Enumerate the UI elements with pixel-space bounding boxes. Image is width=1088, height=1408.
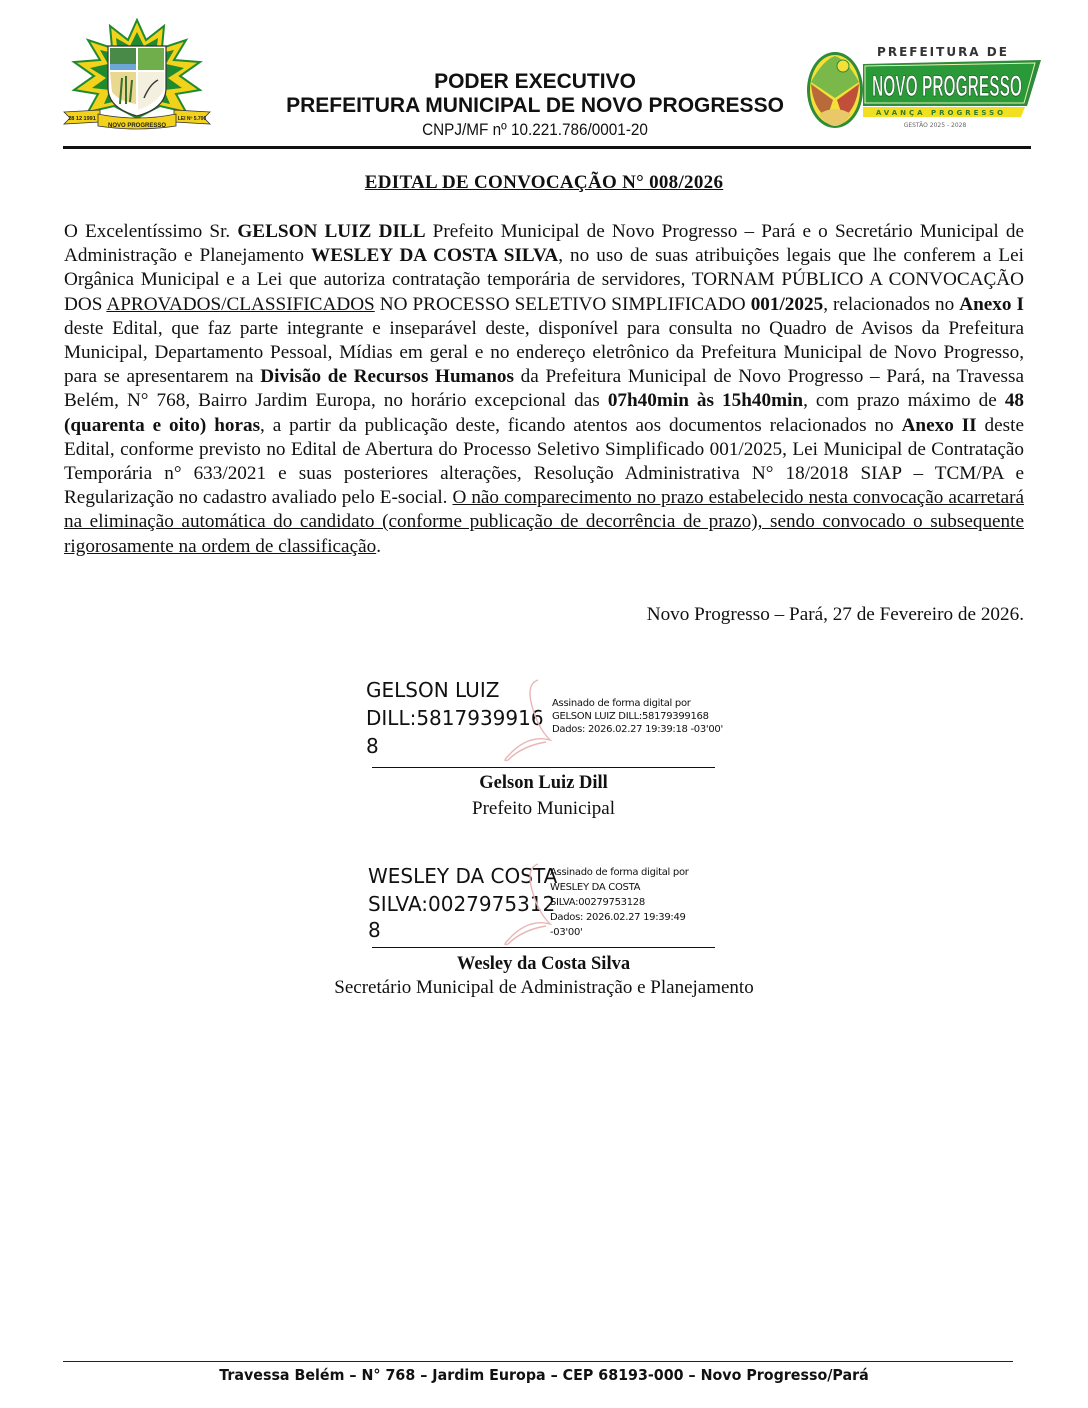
ribbon-law: LEI Nº 5.700 [177, 116, 207, 122]
emphasis-text: Divisão de Recursos Humanos [260, 366, 514, 388]
cert-name-line-1: GELSON LUIZ [366, 678, 500, 702]
logo-top-text: PREFEITURA DE [877, 45, 1009, 59]
paragraph-text: deste Edital, que faz parte integrante e inseparável deste, disponível para consulta no Quadro de Avisos da Prefeitura Municipal, Departamento Pessoal, Mídias em geral e no endereço eletrônico da Prefeitura Municipal de Novo Progresso, para se apresentarem na [64, 317, 1024, 388]
signed-by-cert-1: WESLEY DA COSTA [550, 882, 641, 893]
paragraph-text: , relacionados no [823, 293, 960, 315]
emphasis-text: Anexo I [959, 293, 1025, 315]
emphasis-text: WESLEY DA COSTA SILVA [311, 245, 559, 267]
header-divider [63, 146, 1031, 149]
paragraph-text: Prefeito Municipal de Novo Progresso – Pará e o Secretário Municipal de Administração e Planejamento [64, 221, 1025, 267]
paragraph-text: , a partir da publicação deste, ficando atentos aos documentos relacionados no [260, 414, 902, 436]
signer-name: Gelson Luiz Dill [479, 773, 608, 793]
cert-name-line-2: SILVA:0027975312 [368, 892, 556, 916]
underlined-text: APROVADOS/CLASSIFICADOS [106, 293, 375, 315]
administration-logo [805, 40, 1045, 135]
cert-name-line-1: WESLEY DA COSTA [368, 864, 558, 888]
logo-sub: GESTÃO 2025 - 2028 [903, 122, 967, 129]
cert-name-line-2: DILL:5817939916 [366, 706, 544, 730]
paragraph-text: O Excelentíssimo Sr. [64, 221, 238, 242]
signed-by-cert-2: SILVA:00279753128 [550, 897, 645, 908]
emphasis-text: Anexo II [901, 414, 977, 436]
signature-line [372, 947, 715, 948]
signed-by-label: Assinado de forma digital por [550, 867, 689, 878]
logo-tagline: AVANÇA PROGRESSO [875, 109, 1007, 117]
paragraph-text: NO PROCESSO SELETIVO SIMPLIFICADO [374, 293, 751, 315]
letterhead-cnpj: CNPJ/MF nº 10.221.786/0001-20 [422, 120, 648, 139]
footer-address: Travessa Belém – N° 768 – Jardim Europa – CEP 68193-000 – Novo Progresso/Pará [219, 1366, 869, 1384]
signature-line [372, 767, 715, 768]
place-and-date: Novo Progresso – Pará, 27 de Fevereiro de 2026. [646, 604, 1024, 625]
paragraph-text: . [376, 535, 381, 557]
letterhead-line-1: PODER EXECUTIVO [434, 70, 636, 93]
logo-main-text: NOVO PROGRESSO [872, 70, 1022, 103]
signed-timestamp: Dados: 2026.02.27 19:39:49 [550, 912, 686, 923]
ribbon-name: NOVO PROGRESSO [107, 123, 167, 129]
signer-role: Prefeito Municipal [472, 798, 615, 819]
emblem-icon [807, 52, 863, 128]
emphasis-text: 48 (quarenta e oito) horas [64, 390, 1024, 436]
convocation-paragraph [64, 220, 1024, 559]
cert-name-line-3: 8 [366, 734, 379, 758]
coat-of-arms-logo [60, 18, 215, 133]
paragraph-text: da Prefeitura Municipal de Novo Progresso – Pará, na Travessa Belém, N° 768, Bairro Jardim Europa, no horário excepcional das [64, 366, 1024, 412]
signed-timezone: -03'00' [550, 927, 583, 938]
signer-role: Secretário Municipal de Administração e Planejamento [334, 977, 754, 998]
underlined-text: O não comparecimento no prazo estabelecido nesta convocação acarretará na eliminação automática do candidato (conforme publicação de decorrência de prazo), sendo convocado o subsequente rigorosamente na ordem de classificação [64, 487, 1024, 557]
paragraph-text: deste Edital, conforme previsto no Edital de Abertura do Processo Seletivo Simplificado 001/2025, Lei Municipal de Contratação Temporária n° 633/2021 e suas posteriores alterações, Resolução Administrativa N° 18/2018 SIAP – TCM/PA e Regularização no cadastro avaliado pelo E-social. [64, 414, 1024, 509]
pdf-signature-watermark-icon [498, 676, 558, 766]
emphasis-text: 07h40min às 15h40min [607, 390, 804, 412]
ribbon-date: 28 12 1991 [68, 116, 96, 122]
signed-by-label: Assinado de forma digital por [552, 698, 691, 709]
signer-name: Wesley da Costa Silva [456, 954, 631, 974]
cert-name-line-3: 8 [368, 918, 381, 942]
letterhead [260, 70, 810, 142]
signed-by-cert: GELSON LUIZ DILL:58179399168 [552, 711, 709, 722]
emphasis-text: GELSON LUIZ DILL [237, 221, 426, 242]
signed-timestamp: Dados: 2026.02.27 19:39:18 -03'00' [552, 724, 723, 735]
paragraph-text: , no uso de suas atribuições legais que lhe conferem a Lei Orgânica Municipal e a Lei que autoriza contratação temporária de servidores, TORNAM PÚBLICO A CONVOCAÇÃO DOS [64, 245, 1024, 315]
pdf-signature-watermark-icon [498, 860, 558, 950]
paragraph-text: , com prazo máximo de [803, 390, 1005, 412]
document-title: EDITAL DE CONVOCAÇÃO N° 008/2026 [364, 172, 724, 193]
letterhead-line-2: PREFEITURA MUNICIPAL DE NOVO PROGRESSO [286, 94, 784, 117]
footer-divider [63, 1361, 1013, 1362]
emphasis-text: 001/2025 [750, 293, 824, 315]
